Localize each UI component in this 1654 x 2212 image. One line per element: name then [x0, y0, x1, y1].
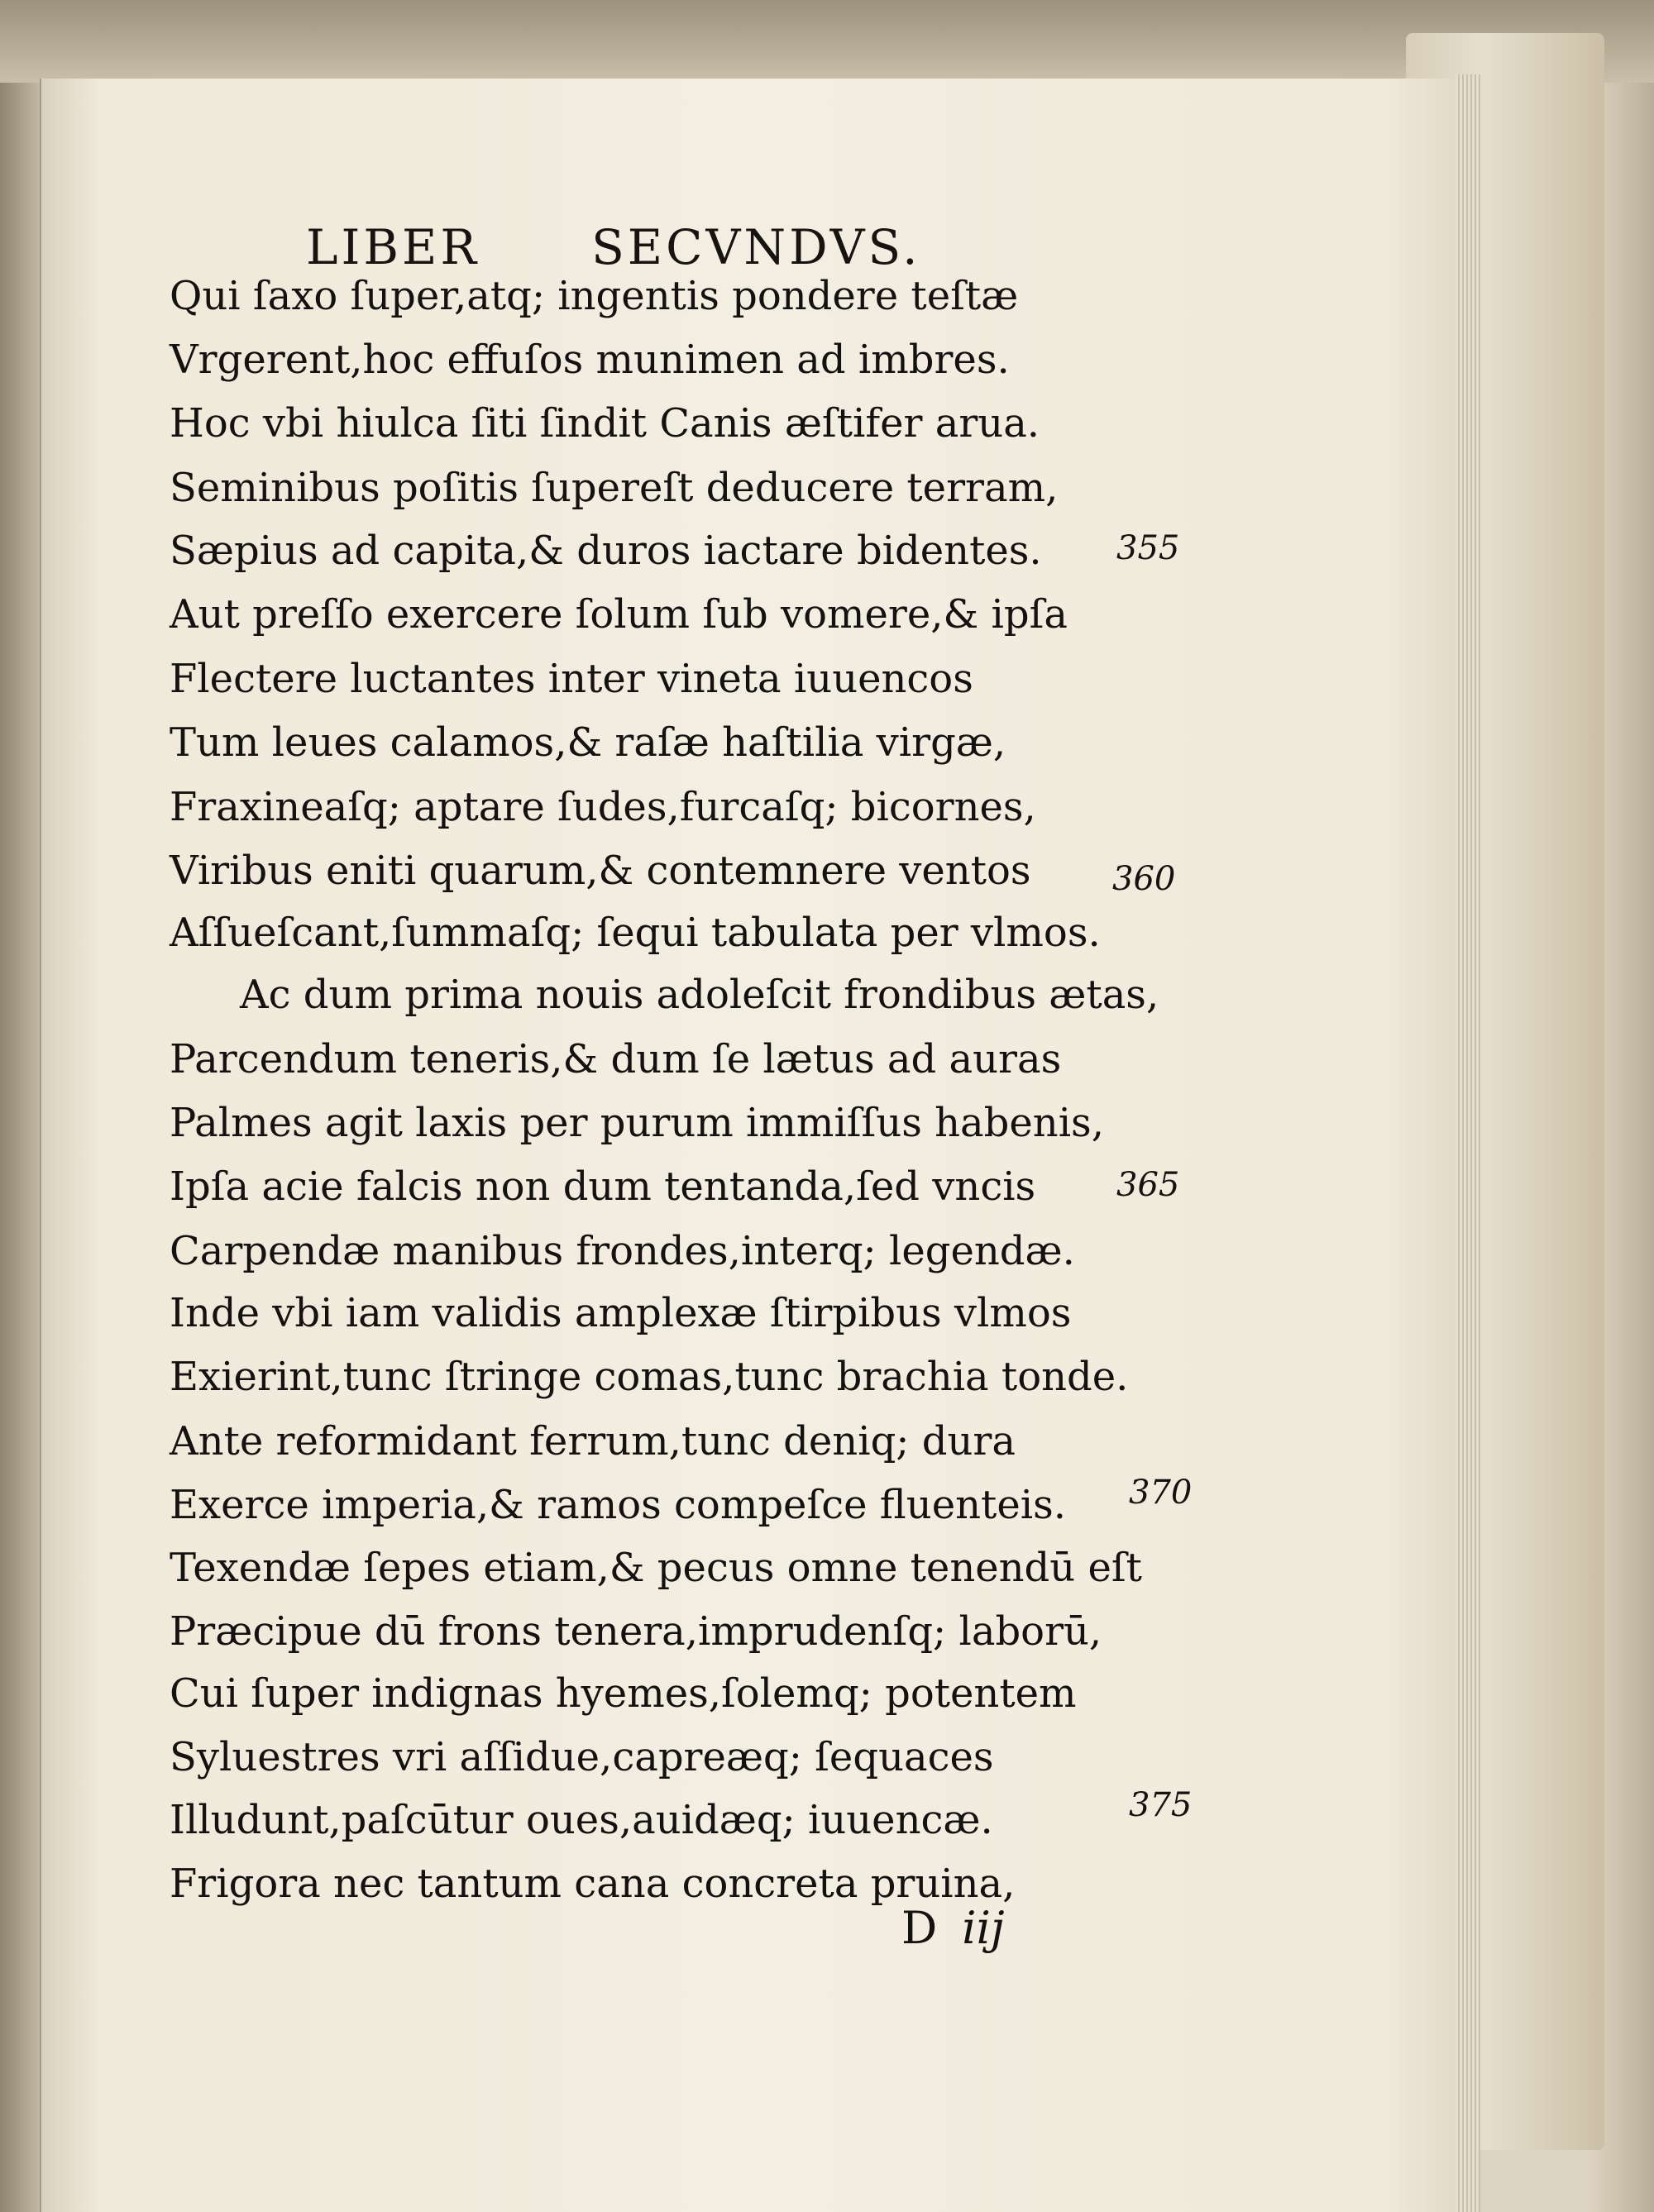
line-number: 370	[1129, 1474, 1193, 1512]
verse-line: Qui ſaxo ſuper,atq; ingentis pondere teſtæ	[170, 273, 1019, 319]
signature-letter: D	[901, 1902, 938, 1954]
verse-line: Sæpius ad capita,& duros iactare bidentes.	[170, 528, 1042, 574]
running-header	[306, 219, 921, 275]
verse-line: Flectere luctantes inter vineta iuuencos	[170, 656, 973, 702]
line-number: 355	[1116, 529, 1180, 567]
verse-line: Parcendum teneris,& dum ſe lætus ad auras	[170, 1036, 1062, 1082]
verse-line: Exierint,tunc ſtringe comas,tunc brachia tonde.	[170, 1354, 1129, 1400]
verse-line: Palmes agit laxis per purum immiſſus habenis,	[170, 1100, 1104, 1146]
verse-line: Seminibus poſitis ſupereſt deducere terram,	[170, 465, 1059, 511]
verse-line: Texendæ ſepes etiam,& pecus omne tenendū eſt	[170, 1545, 1142, 1591]
verse-line: Illudunt,paſcūtur oues,auidæq; iuuencæ.	[170, 1797, 993, 1843]
verse-line: Syluestres vri aſſidue,capreæq; ſequaces	[170, 1734, 994, 1780]
verse-line-indented: Ac dum prima nouis adoleſcit frondibus ætas,	[240, 972, 1159, 1018]
verse-line: Frigora nec tantum cana concreta pruina,	[170, 1861, 1016, 1907]
verse-line: Viribus eniti quarum,& contemnere ventos	[170, 848, 1031, 894]
verse-line: Aut preſſo exercere ſolum ſub vomere,& ipſa	[170, 591, 1068, 638]
line-number: 360	[1112, 860, 1176, 898]
verse-line: Carpendæ manibus frondes,interq; legendæ.	[170, 1228, 1075, 1274]
verse-line: Præcipue dū frons tenera,imprudenſq; laborū,	[170, 1608, 1102, 1655]
verse-line: Tum leues calamos,& raſæ haſtilia virgæ,	[170, 719, 1006, 766]
verse-line: Cui ſuper indignas hyemes,ſolemq; potentem	[170, 1670, 1077, 1717]
signature-mark	[901, 1902, 1005, 1954]
verse-line: Exerce imperia,& ramos compeſce fluenteis.	[170, 1482, 1066, 1528]
signature-numeral: iij	[962, 1902, 1005, 1954]
verse-line: Vrgerent,hoc effuſos munimen ad imbres.	[170, 337, 1010, 383]
verse-line: Hoc vbi hiulca ſiti ſindit Canis æſtifer arua.	[170, 400, 1040, 447]
verse-line: Inde vbi iam validis amplexæ ſtirpibus vlmos	[170, 1290, 1072, 1336]
verse-line: Ipſa acie falcis non dum tentanda,ſed vncis	[170, 1163, 1036, 1210]
verse-line: Aſſueſcant,ſummaſq; ſequi tabulata per vlmos.	[170, 910, 1101, 956]
verse-line: Ante reformidant ferrum,tunc deniq; dura	[170, 1418, 1016, 1464]
line-number: 365	[1116, 1166, 1180, 1204]
header-secundus: SECVNDVS.	[591, 219, 921, 275]
verse-line: Fraxineaſq; aptare ſudes,furcaſq; bicornes,	[170, 784, 1036, 830]
page-edges	[1456, 74, 1480, 2212]
line-number: 375	[1129, 1786, 1193, 1824]
header-liber: LIBER	[306, 219, 480, 275]
